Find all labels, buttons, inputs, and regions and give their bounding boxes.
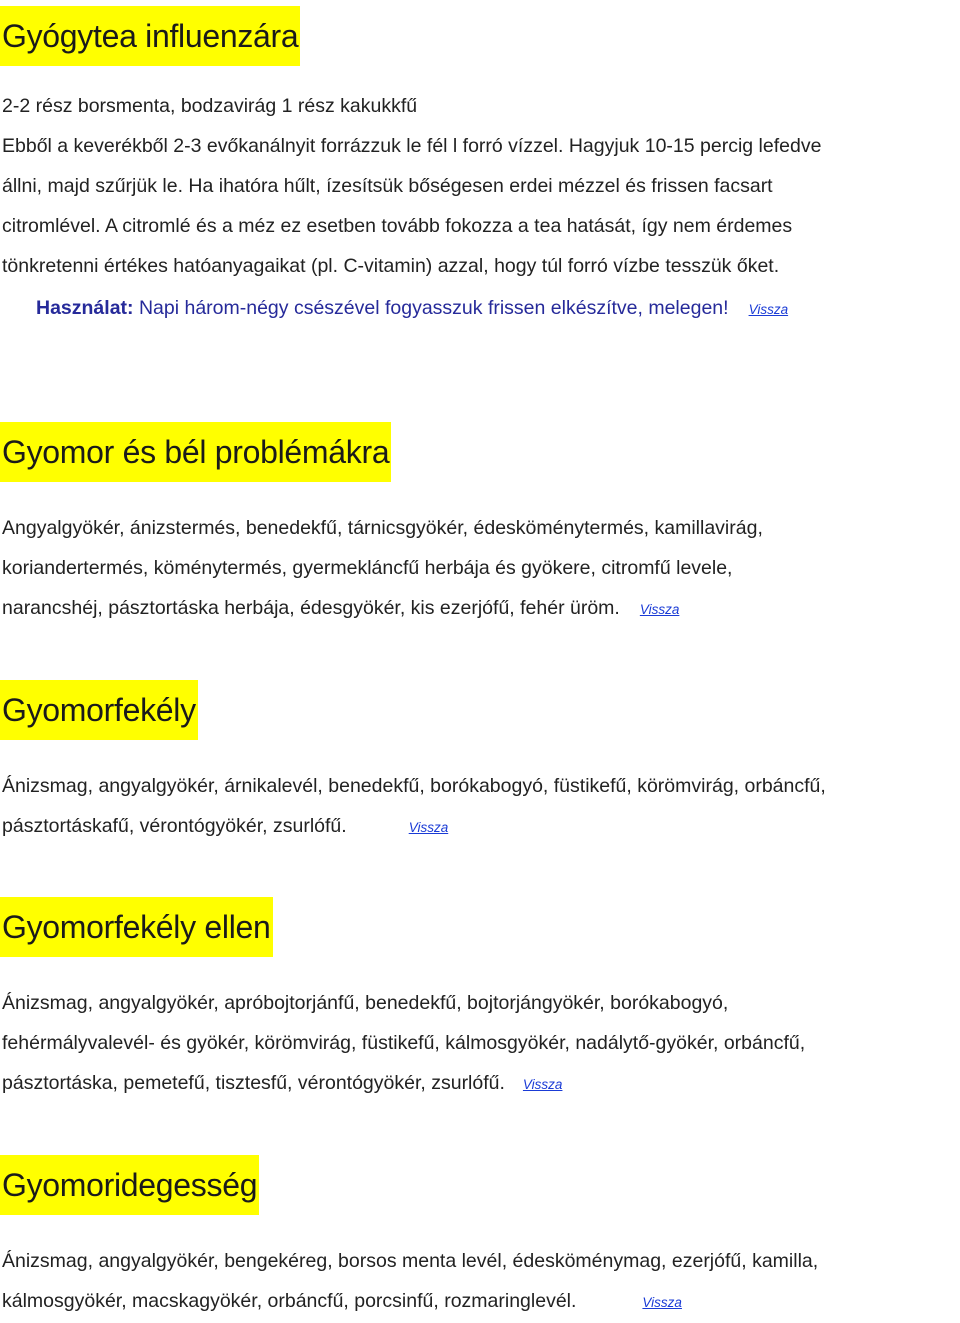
section-heading: Gyomorfekély — [0, 680, 198, 740]
section-gyomorfekely — [0, 680, 960, 846]
section-heading: Gyomorfekély ellen — [0, 897, 273, 957]
body-line: tönkretenni értékes hatóanyagaikat (pl. C-vitamin) azzal, hogy túl forró vízbe tesszük őket. — [2, 255, 780, 277]
back-link[interactable]: Vissza — [522, 1077, 563, 1092]
section-gyomor-es-bel — [0, 422, 960, 628]
body-line — [2, 1063, 960, 1103]
section-heading: Gyomoridegesség — [0, 1155, 259, 1215]
usage-text: Napi három-négy csészével fogyasszuk frissen elkészítve, melegen! — [133, 297, 729, 319]
body-line-text: pásztortáskafű, vérontógyökér, zsurlófű. — [2, 815, 347, 837]
section-gyomorfekely-ellen — [0, 897, 960, 1103]
body-line: állni, majd szűrjük le. Ha ihatóra hűlt, ízesítsük bőségesen erdei mézzel és frissen facsart — [2, 175, 773, 197]
section-body — [0, 86, 960, 328]
back-link[interactable]: Vissza — [639, 602, 680, 617]
body-line: fehérmályvalevél- és gyökér, körömvirág, füstikefű, kálmosgyökér, nadálytő-gyökér, orbáncfű, — [2, 1032, 806, 1054]
body-line — [2, 1281, 960, 1321]
section-body — [0, 766, 960, 846]
body-line — [2, 588, 960, 628]
body-line: Ánizsmag, angyalgyökér, árnikalevél, benedekfű, borókabogyó, füstikefű, körömvirág, orbáncfű, — [2, 775, 826, 797]
section-body — [0, 508, 960, 628]
usage-line — [2, 288, 960, 328]
body-line: Angyalgyökér, ánizstermés, benedekfű, tárnicsgyökér, édesköménytermés, kamillavirág, — [2, 517, 763, 539]
body-line: Ebből a keverékből 2-3 evőkanálnyit forrázzuk le fél l forró vízzel. Hagyjuk 10-15 percig lefedve — [2, 135, 822, 157]
body-line: koriandertermés, köménytermés, gyermekláncfű herbája és gyökere, citromfű levele, — [2, 557, 733, 579]
body-line: Ánizsmag, angyalgyökér, bengekéreg, borsos menta levél, édesköménymag, ezerjófű, kamilla, — [2, 1250, 819, 1272]
back-link[interactable]: Vissza — [748, 302, 789, 317]
section-body — [0, 983, 960, 1103]
body-line-text: pásztortáska, pemetefű, tisztesfű, vérontógyökér, zsurlófű. — [2, 1072, 505, 1094]
body-line: Ánizsmag, angyalgyökér, apróbojtorjánfű, benedekfű, bojtorjángyökér, borókabogyó, — [2, 992, 729, 1014]
section-gyomoridegesseg — [0, 1155, 960, 1321]
section-heading: Gyomor és bél problémákra — [0, 422, 391, 482]
body-line — [2, 806, 960, 846]
section-heading: Gyógytea influenzára — [0, 6, 300, 66]
back-link[interactable]: Vissza — [642, 1295, 682, 1310]
section-body — [0, 1241, 960, 1321]
body-line-text: narancshéj, pásztortáska herbája, édesgyökér, kis ezerjófű, fehér üröm. — [2, 597, 620, 619]
body-line-text: kálmosgyökér, macskagyökér, orbáncfű, porcsinfű, rozmaringlevél. — [2, 1290, 577, 1312]
body-line: 2-2 rész borsmenta, bodzavirág 1 rész kakukkfű — [2, 95, 418, 117]
body-line: citromlével. A citromlé és a méz ez esetben tovább fokozza a tea hatását, így nem érdemes — [2, 215, 793, 237]
usage-label: Használat: — [36, 297, 134, 319]
section-gyogytea-influenzara — [0, 6, 960, 328]
back-link[interactable]: Vissza — [408, 820, 449, 835]
